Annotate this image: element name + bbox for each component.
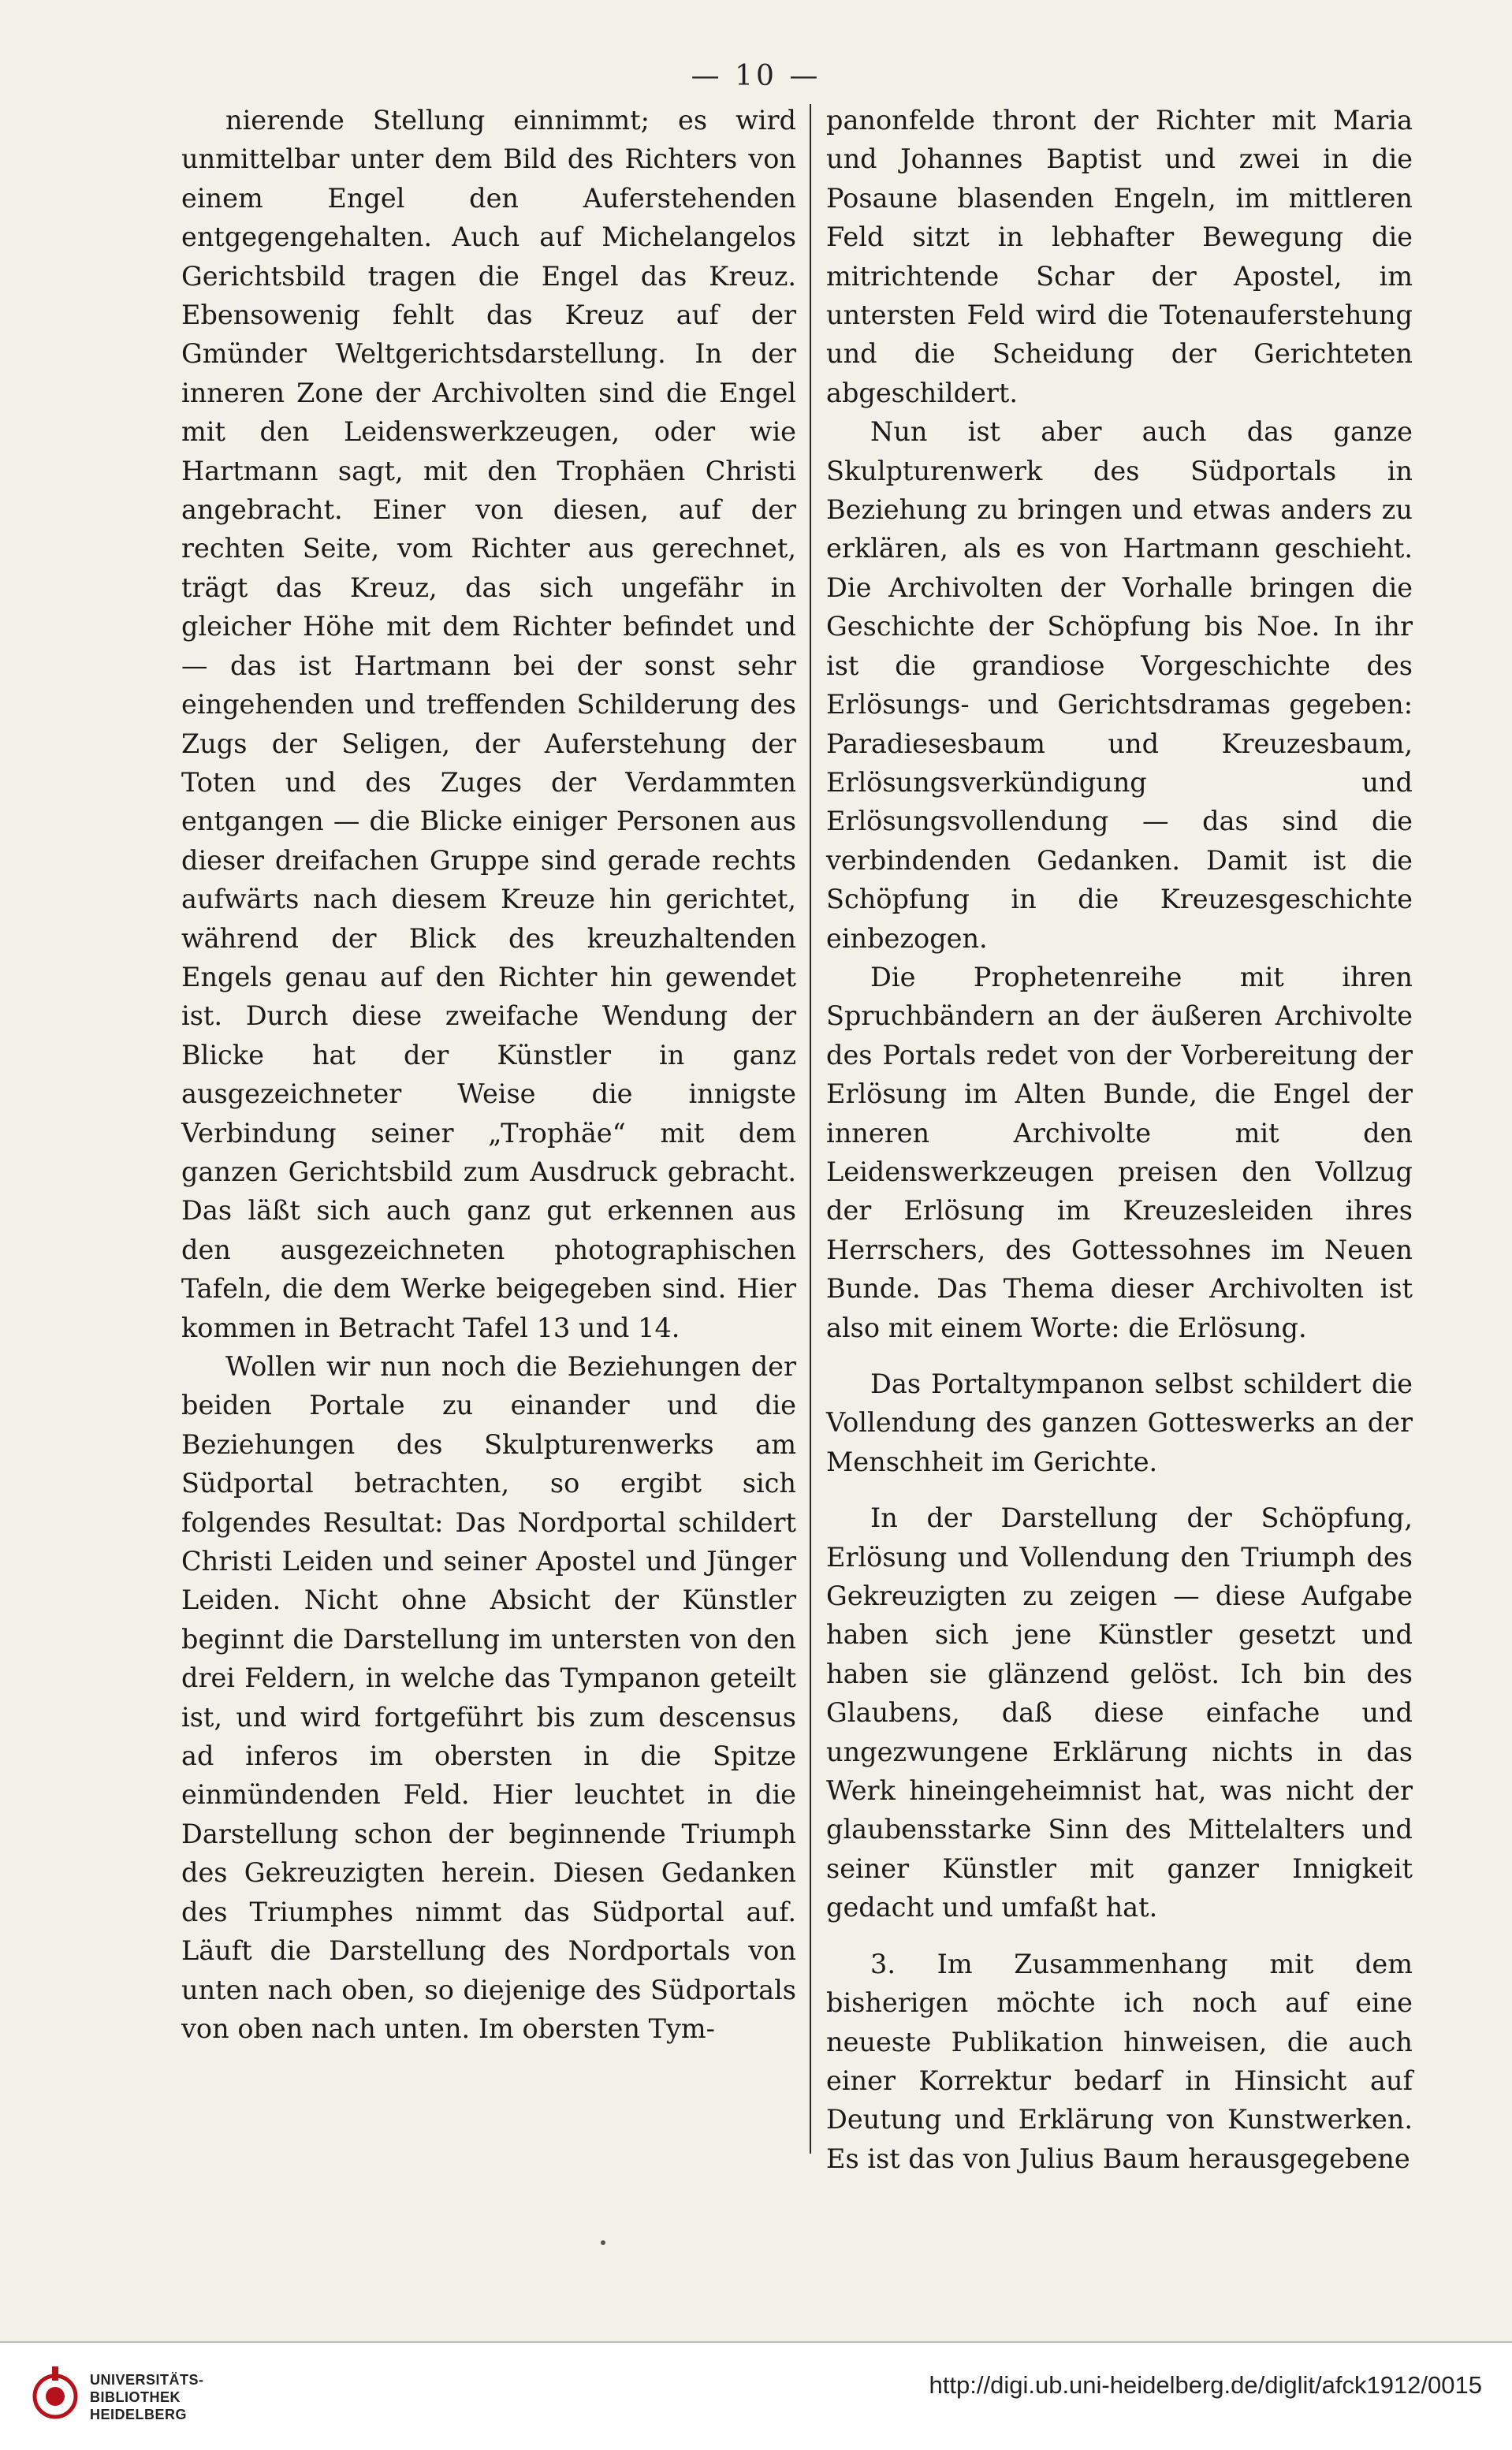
seal-icon <box>32 2365 82 2433</box>
library-name-line: HEIDELBERG <box>90 2407 188 2422</box>
paragraph: Die Prophetenreihe mit ihren Spruchbändern an der äußeren Archivolte des Portals redet von der Vorbereitung der Erlösung im Alten Bunde, die Engel der inneren Archivolte mit den Leidenswerkzeugen preisen den Vollzug der Erlösung im Kreuzesleiden ihres Herrschers, des Gottessohnes im Neuen Bunde. Das Thema dieser Archivolten ist also mit einem Worte: die Erlösung. <box>826 961 1413 1343</box>
library-name-line: BIBLIOTHEK <box>90 2389 181 2405</box>
paragraph: panonfelde thront der Richter mit Maria und Johannes Baptist und zwei in die Posaune blasenden Engeln, im mittleren Feld sitzt in lebhafter Bewegung die mitrichtende Schar der Apostel, im untersten Feld wird die Totenauferstehung und die Scheidung der Gerichteten abgeschildert. <box>826 105 1413 408</box>
paragraph: Das Portaltympanon selbst schildert die Vollendung des ganzen Gotteswerks an der Menschheit im Gerichte. <box>826 1368 1413 1477</box>
library-name <box>90 2371 204 2423</box>
digitization-footer <box>0 2343 1512 2450</box>
stray-mark <box>601 2240 605 2245</box>
paragraph: 3. Im Zusammenhang mit dem bisherigen möchte ich noch auf eine neueste Publikation hinweisen, die auch einer Korrektur bedarf in Hinsicht auf Deutung und Erklärung von Kunstwerken. Es ist das von Julius Baum herausgegebene <box>826 1948 1413 2174</box>
source-url-link[interactable]: http://digi.ub.uni-heidelberg.de/diglit/afck1912/0015 <box>929 2371 1482 2399</box>
column-divider <box>810 104 811 2154</box>
paragraph: In der Darstellung der Schöpfung, Erlösung und Vollendung den Triumph des Gekreuzigten zu zeigen — diese Aufgabe haben sich jene Künstler gesetzt und haben sie glänzend gelöst. Ich bin des Glaubens, daß diese einfache und ungezwungene Erklärung nichts in das Werk hineingeheimnist hat, was nicht der glaubensstarke Sinn des Mittelalters und seiner Künstler mit ganzer Innigkeit gedacht und umfaßt hat. <box>826 1502 1413 1923</box>
page-number: — 10 — <box>691 60 821 92</box>
library-name-line: UNIVERSITÄTS- <box>90 2372 204 2388</box>
paragraph: Wollen wir nun noch die Beziehungen der beiden Portale zu einander und die Beziehungen des Skulpturenwerks am Südportal betrachten, so ergibt sich folgendes Resultat: Das Nordportal schildert Christi Leiden und seiner Apostel und Jünger Leiden. Nicht ohne Absicht der Künstler beginnt die Darstellung im untersten von den drei Feldern, in welche das Tympanon geteilt ist, und wird fortgeführt bis zum descensus ad inferos im obersten in die Spitze einmündenden Feld. Hier leuchtet in die Darstellung schon der beginnende Triumph des Gekreuzigten herein. Diesen Gedanken des Triumphes nimmt das Südportal auf. Läuft die Darstellung des Nordportals von unten nach oben, so diejenige des Südportals von oben nach unten. Im obersten Tym- <box>181 1351 796 2044</box>
left-column <box>181 101 796 2048</box>
paragraph: Nun ist aber auch das ganze Skulpturenwerk des Südportals in Beziehung zu bringen und etwas anders zu erklären, als es von Hartmann geschieht. Die Archivolten der Vorhalle bringen die Geschichte der Schöpfung bis Noe. In ihr ist die grandiose Vorgeschichte des Erlösungs- und Gerichtsdramas gegeben: Paradiesesbaum und Kreuzesbaum, Erlösungsverkündigung und Erlösungsvollendung — das sind die verbindenden Gedanken. Damit ist die Schöpfung in die Kreuzesgeschichte einbezogen. <box>826 416 1413 954</box>
right-column <box>826 101 1413 2178</box>
paragraph: nierende Stellung einnimmt; es wird unmittelbar unter dem Bild des Richters von einem Engel den Auferstehenden entgegengehalten. Auch auf Michelangelos Gerichtsbild tragen die Engel das Kreuz. Ebensowenig fehlt das Kreuz auf der Gmünder Weltgerichtsdarstellung. In der inneren Zone der Archivolten sind die Engel mit den Leidenswerkzeugen, oder wie Hartmann sagt, mit den Trophäen Christi angebracht. Einer von diesen, auf der rechten Seite, vom Richter aus gerechnet, trägt das Kreuz, das sich ungefähr in gleicher Höhe mit dem Richter befindet und — das ist Hartmann bei der sonst sehr eingehenden und treffenden Schilderung des Zugs der Seligen, der Auferstehung der Toten und des Zuges der Verdammten entgangen — die Blicke einiger Personen aus dieser dreifachen Gruppe sind gerade rechts aufwärts nach diesem Kreuze hin gerichtet, während der Blick des kreuzhaltenden Engels genau auf den Richter hin gewendet ist. Durch diese zweifache Wendung der Blicke hat der Künstler in ganz ausgezeichneter Weise die innigste Verbindung seiner „Trophäe“ mit dem ganzen Gerichtsbild zum Ausdruck gebracht. Das läßt sich auch ganz gut erkennen aus den ausgezeichneten photographischen Tafeln, die dem Werke beigegeben sind. Hier kommen in Betracht Tafel 13 und 14. <box>181 105 796 1343</box>
library-logo[interactable] <box>32 2365 236 2436</box>
